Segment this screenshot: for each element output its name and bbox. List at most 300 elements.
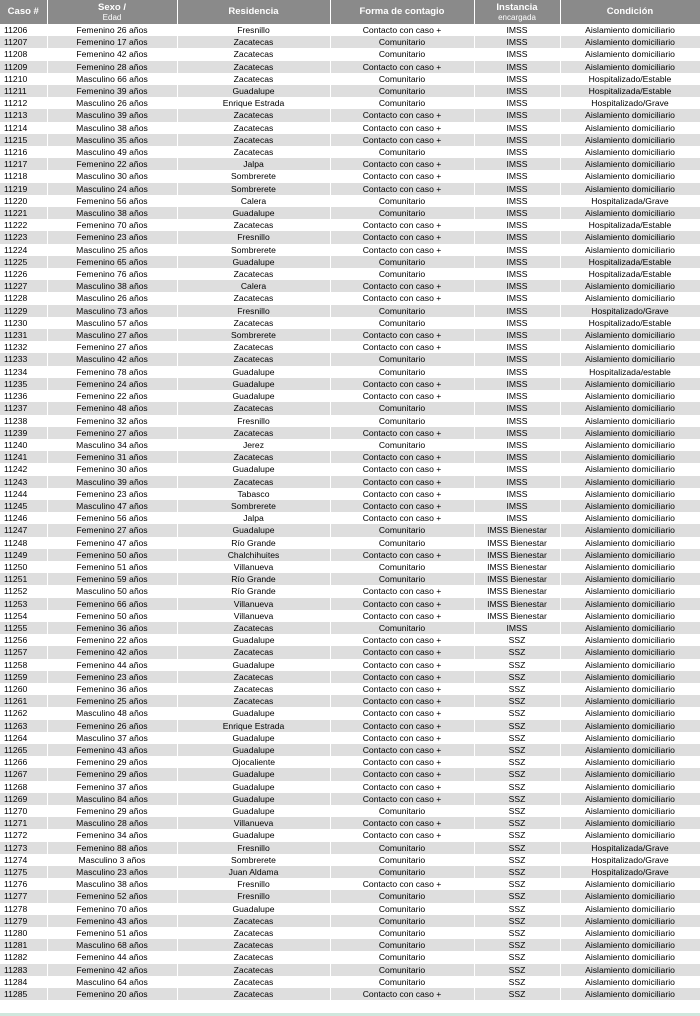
contagion-cell: Comunitario [330, 195, 474, 207]
institution-cell: SSZ [474, 988, 560, 1000]
contagion-cell: Contacto con caso + [330, 390, 474, 402]
case-number-cell: 11215 [0, 134, 47, 146]
contagion-cell: Comunitario [330, 561, 474, 573]
condition-cell: Aislamiento domiciliario [560, 451, 700, 463]
institution-cell: IMSS [474, 134, 560, 146]
condition-cell: Aislamiento domiciliario [560, 903, 700, 915]
table-row [0, 573, 700, 585]
table-row [0, 183, 700, 195]
residence-cell: Zacatecas [177, 427, 330, 439]
table-row [0, 671, 700, 683]
contagion-cell: Comunitario [330, 439, 474, 451]
sex-age-cell: Masculino 34 años [47, 439, 177, 451]
sex-age-cell: Masculino 57 años [47, 317, 177, 329]
table-row [0, 97, 700, 109]
case-number-cell: 11245 [0, 500, 47, 512]
condition-cell: Aislamiento domiciliario [560, 817, 700, 829]
sex-age-cell: Femenino 70 años [47, 219, 177, 231]
institution-cell: SSZ [474, 915, 560, 927]
case-number-cell: 11220 [0, 195, 47, 207]
institution-cell: IMSS [474, 451, 560, 463]
institution-cell: SSZ [474, 781, 560, 793]
contagion-cell: Comunitario [330, 268, 474, 280]
institution-cell: IMSS [474, 366, 560, 378]
institution-cell: IMSS [474, 219, 560, 231]
table-row [0, 48, 700, 60]
institution-cell: IMSS [474, 488, 560, 500]
condition-cell: Aislamiento domiciliario [560, 378, 700, 390]
sex-age-cell: Femenino 24 años [47, 378, 177, 390]
institution-cell: SSZ [474, 927, 560, 939]
sex-age-cell: Femenino 29 años [47, 768, 177, 780]
table-row [0, 951, 700, 963]
residence-cell: Villanueva [177, 561, 330, 573]
residence-cell: Zacatecas [177, 48, 330, 60]
residence-cell: Zacatecas [177, 402, 330, 414]
residence-cell: Guadalupe [177, 207, 330, 219]
contagion-cell: Contacto con caso + [330, 781, 474, 793]
residence-cell: Sombrerete [177, 500, 330, 512]
residence-cell: Zacatecas [177, 292, 330, 304]
contagion-cell: Contacto con caso + [330, 817, 474, 829]
residence-cell: Guadalupe [177, 659, 330, 671]
table-row [0, 219, 700, 231]
sex-age-cell: Femenino 22 años [47, 158, 177, 170]
institution-cell: SSZ [474, 854, 560, 866]
contagion-cell: Comunitario [330, 402, 474, 414]
case-number-cell: 11267 [0, 768, 47, 780]
case-number-cell: 11244 [0, 488, 47, 500]
sex-age-cell: Femenino 42 años [47, 48, 177, 60]
table-row [0, 659, 700, 671]
contagion-cell: Comunitario [330, 415, 474, 427]
institution-cell: IMSS [474, 195, 560, 207]
residence-cell: Guadalupe [177, 634, 330, 646]
sex-age-cell: Femenino 51 años [47, 561, 177, 573]
sex-age-cell: Masculino 39 años [47, 476, 177, 488]
residence-cell: Zacatecas [177, 927, 330, 939]
institution-cell: SSZ [474, 634, 560, 646]
institution-cell: IMSS Bienestar [474, 573, 560, 585]
condition-cell: Aislamiento domiciliario [560, 634, 700, 646]
header-case-number: Caso # [0, 0, 47, 24]
sex-age-cell: Femenino 50 años [47, 549, 177, 561]
residence-cell: Zacatecas [177, 317, 330, 329]
contagion-cell: Contacto con caso + [330, 500, 474, 512]
condition-cell: Aislamiento domiciliario [560, 280, 700, 292]
sex-age-cell: Masculino 50 años [47, 585, 177, 597]
contagion-cell: Comunitario [330, 927, 474, 939]
institution-cell: IMSS [474, 73, 560, 85]
sex-age-cell: Femenino 42 años [47, 646, 177, 658]
sex-age-cell: Femenino 48 años [47, 402, 177, 414]
condition-cell: Aislamiento domiciliario [560, 610, 700, 622]
contagion-cell: Contacto con caso + [330, 329, 474, 341]
sex-age-cell: Masculino 25 años [47, 244, 177, 256]
case-number-cell: 11254 [0, 610, 47, 622]
contagion-cell: Contacto con caso + [330, 488, 474, 500]
case-number-cell: 11246 [0, 512, 47, 524]
institution-cell: IMSS [474, 85, 560, 97]
contagion-cell: Comunitario [330, 903, 474, 915]
condition-cell: Aislamiento domiciliario [560, 707, 700, 719]
table-row [0, 927, 700, 939]
institution-cell: IMSS [474, 353, 560, 365]
institution-cell: IMSS [474, 476, 560, 488]
sex-age-cell: Masculino 37 años [47, 732, 177, 744]
residence-cell: Zacatecas [177, 219, 330, 231]
condition-cell: Hospitalizada/Grave [560, 842, 700, 854]
condition-cell: Aislamiento domiciliario [560, 622, 700, 634]
case-number-cell: 11265 [0, 744, 47, 756]
case-number-cell: 11247 [0, 524, 47, 536]
condition-cell: Aislamiento domiciliario [560, 61, 700, 73]
residence-cell: Guadalupe [177, 524, 330, 536]
table-row [0, 36, 700, 48]
condition-cell: Aislamiento domiciliario [560, 439, 700, 451]
condition-cell: Aislamiento domiciliario [560, 390, 700, 402]
table-row [0, 85, 700, 97]
residence-cell: Jalpa [177, 158, 330, 170]
sex-age-cell: Masculino 42 años [47, 353, 177, 365]
table-row [0, 549, 700, 561]
case-number-cell: 11212 [0, 97, 47, 109]
sex-age-cell: Masculino 47 años [47, 500, 177, 512]
contagion-cell: Contacto con caso + [330, 170, 474, 182]
sex-age-cell: Masculino 24 años [47, 183, 177, 195]
residence-cell: Ojocaliente [177, 756, 330, 768]
condition-cell: Aislamiento domiciliario [560, 512, 700, 524]
table-row [0, 268, 700, 280]
institution-cell: IMSS Bienestar [474, 561, 560, 573]
institution-cell: SSZ [474, 732, 560, 744]
institution-cell: SSZ [474, 976, 560, 988]
condition-cell: Aislamiento domiciliario [560, 890, 700, 902]
sex-age-cell: Femenino 32 años [47, 415, 177, 427]
condition-cell: Aislamiento domiciliario [560, 134, 700, 146]
condition-cell: Aislamiento domiciliario [560, 878, 700, 890]
contagion-cell: Comunitario [330, 73, 474, 85]
residence-cell: Zacatecas [177, 671, 330, 683]
condition-cell: Aislamiento domiciliario [560, 170, 700, 182]
case-number-cell: 11231 [0, 329, 47, 341]
case-number-cell: 11232 [0, 341, 47, 353]
sex-age-cell: Femenino 37 años [47, 781, 177, 793]
institution-cell: IMSS [474, 317, 560, 329]
sex-age-cell: Femenino 20 años [47, 988, 177, 1000]
institution-cell: IMSS [474, 207, 560, 219]
condition-cell: Aislamiento domiciliario [560, 964, 700, 976]
table-row [0, 903, 700, 915]
case-number-cell: 11255 [0, 622, 47, 634]
sex-age-cell: Masculino 38 años [47, 280, 177, 292]
contagion-cell: Comunitario [330, 976, 474, 988]
table-row [0, 451, 700, 463]
contagion-cell: Contacto con caso + [330, 610, 474, 622]
institution-cell: IMSS [474, 183, 560, 195]
contagion-cell: Contacto con caso + [330, 476, 474, 488]
contagion-cell: Comunitario [330, 573, 474, 585]
institution-cell: SSZ [474, 890, 560, 902]
institution-cell: SSZ [474, 695, 560, 707]
residence-cell: Río Grande [177, 537, 330, 549]
condition-cell: Hospitalizada/Estable [560, 268, 700, 280]
residence-cell: Zacatecas [177, 476, 330, 488]
contagion-cell: Comunitario [330, 890, 474, 902]
case-number-cell: 11221 [0, 207, 47, 219]
residence-cell: Zacatecas [177, 122, 330, 134]
institution-cell: IMSS [474, 439, 560, 451]
institution-cell: IMSS [474, 256, 560, 268]
institution-cell: IMSS [474, 329, 560, 341]
institution-cell: IMSS [474, 158, 560, 170]
condition-cell: Hospitalizada/estable [560, 366, 700, 378]
condition-cell: Hospitalizado/Grave [560, 97, 700, 109]
contagion-cell: Comunitario [330, 915, 474, 927]
institution-cell: IMSS [474, 622, 560, 634]
institution-cell: IMSS Bienestar [474, 549, 560, 561]
institution-cell: SSZ [474, 951, 560, 963]
case-number-cell: 11211 [0, 85, 47, 97]
institution-cell: IMSS [474, 512, 560, 524]
header-institution: Instancia encargada [474, 0, 560, 24]
case-number-cell: 11260 [0, 683, 47, 695]
table-body [0, 24, 700, 1000]
case-number-cell: 11276 [0, 878, 47, 890]
case-number-cell: 11242 [0, 463, 47, 475]
condition-cell: Aislamiento domiciliario [560, 146, 700, 158]
sex-age-cell: Femenino 78 años [47, 366, 177, 378]
sex-age-cell: Femenino 23 años [47, 488, 177, 500]
condition-cell: Aislamiento domiciliario [560, 988, 700, 1000]
table-row [0, 598, 700, 610]
table-row [0, 317, 700, 329]
contagion-cell: Comunitario [330, 964, 474, 976]
residence-cell: Chalchihuites [177, 549, 330, 561]
residence-cell: Guadalupe [177, 256, 330, 268]
table-row [0, 134, 700, 146]
condition-cell: Aislamiento domiciliario [560, 402, 700, 414]
header-residence: Residencia [177, 0, 330, 24]
sex-age-cell: Femenino 88 años [47, 842, 177, 854]
case-number-cell: 11279 [0, 915, 47, 927]
table-row [0, 976, 700, 988]
institution-cell: IMSS [474, 268, 560, 280]
institution-cell: SSZ [474, 671, 560, 683]
institution-cell: SSZ [474, 793, 560, 805]
contagion-cell: Contacto con caso + [330, 659, 474, 671]
sex-age-cell: Masculino 38 años [47, 207, 177, 219]
institution-cell: IMSS [474, 402, 560, 414]
institution-cell: IMSS [474, 48, 560, 60]
residence-cell: Zacatecas [177, 915, 330, 927]
residence-cell: Fresnillo [177, 24, 330, 36]
institution-cell: IMSS Bienestar [474, 585, 560, 597]
table-row [0, 244, 700, 256]
institution-cell: SSZ [474, 744, 560, 756]
sex-age-cell: Masculino 26 años [47, 97, 177, 109]
table-row [0, 158, 700, 170]
condition-cell: Hospitalizada/Estable [560, 85, 700, 97]
institution-cell: IMSS [474, 231, 560, 243]
table-row [0, 915, 700, 927]
residence-cell: Zacatecas [177, 146, 330, 158]
case-number-cell: 11239 [0, 427, 47, 439]
contagion-cell: Comunitario [330, 207, 474, 219]
case-number-cell: 11241 [0, 451, 47, 463]
contagion-cell: Comunitario [330, 305, 474, 317]
residence-cell: Zacatecas [177, 451, 330, 463]
condition-cell: Hospitalizado/Grave [560, 866, 700, 878]
table-row [0, 329, 700, 341]
institution-cell: SSZ [474, 768, 560, 780]
institution-cell: SSZ [474, 964, 560, 976]
case-number-cell: 11248 [0, 537, 47, 549]
residence-cell: Sombrerete [177, 854, 330, 866]
condition-cell: Hospitalizado/Estable [560, 317, 700, 329]
case-number-cell: 11284 [0, 976, 47, 988]
contagion-cell: Contacto con caso + [330, 598, 474, 610]
table-row [0, 793, 700, 805]
institution-cell: IMSS [474, 24, 560, 36]
sex-age-cell: Femenino 43 años [47, 915, 177, 927]
sex-age-cell: Masculino 73 años [47, 305, 177, 317]
condition-cell: Aislamiento domiciliario [560, 573, 700, 585]
institution-cell: SSZ [474, 707, 560, 719]
table-row [0, 170, 700, 182]
sex-age-cell: Femenino 26 años [47, 720, 177, 732]
institution-cell: IMSS Bienestar [474, 537, 560, 549]
condition-cell: Aislamiento domiciliario [560, 915, 700, 927]
table-row [0, 390, 700, 402]
institution-cell: IMSS [474, 280, 560, 292]
case-number-cell: 11262 [0, 707, 47, 719]
contagion-cell: Contacto con caso + [330, 988, 474, 1000]
condition-cell: Aislamiento domiciliario [560, 951, 700, 963]
case-number-cell: 11213 [0, 109, 47, 121]
case-number-cell: 11269 [0, 793, 47, 805]
institution-cell: SSZ [474, 646, 560, 658]
institution-cell: IMSS [474, 97, 560, 109]
condition-cell: Aislamiento domiciliario [560, 720, 700, 732]
table-row [0, 695, 700, 707]
case-number-cell: 11252 [0, 585, 47, 597]
residence-cell: Guadalupe [177, 390, 330, 402]
condition-cell: Aislamiento domiciliario [560, 732, 700, 744]
table-row [0, 24, 700, 36]
sex-age-cell: Masculino 48 años [47, 707, 177, 719]
case-number-cell: 11227 [0, 280, 47, 292]
sex-age-cell: Femenino 23 años [47, 231, 177, 243]
case-number-cell: 11229 [0, 305, 47, 317]
table-row [0, 231, 700, 243]
case-number-cell: 11266 [0, 756, 47, 768]
sex-age-cell: Femenino 23 años [47, 671, 177, 683]
condition-cell: Aislamiento domiciliario [560, 768, 700, 780]
contagion-cell: Comunitario [330, 622, 474, 634]
table-row [0, 585, 700, 597]
contagion-cell: Contacto con caso + [330, 793, 474, 805]
table-row [0, 634, 700, 646]
case-number-cell: 11270 [0, 805, 47, 817]
residence-cell: Fresnillo [177, 878, 330, 890]
header-contagion: Forma de contagio [330, 0, 474, 24]
contagion-cell: Comunitario [330, 36, 474, 48]
institution-cell: IMSS [474, 244, 560, 256]
sex-age-cell: Femenino 56 años [47, 512, 177, 524]
table-row [0, 109, 700, 121]
case-number-cell: 11240 [0, 439, 47, 451]
table-row [0, 744, 700, 756]
contagion-cell: Contacto con caso + [330, 158, 474, 170]
table-row [0, 854, 700, 866]
institution-cell: IMSS [474, 500, 560, 512]
sex-age-cell: Masculino 49 años [47, 146, 177, 158]
contagion-cell: Comunitario [330, 256, 474, 268]
residence-cell: Guadalupe [177, 793, 330, 805]
residence-cell: Zacatecas [177, 61, 330, 73]
contagion-cell: Contacto con caso + [330, 683, 474, 695]
residence-cell: Zacatecas [177, 268, 330, 280]
institution-cell: SSZ [474, 683, 560, 695]
condition-cell: Aislamiento domiciliario [560, 109, 700, 121]
residence-cell: Guadalupe [177, 768, 330, 780]
table-row [0, 524, 700, 536]
contagion-cell: Contacto con caso + [330, 122, 474, 134]
contagion-cell: Contacto con caso + [330, 646, 474, 658]
sex-age-cell: Femenino 76 años [47, 268, 177, 280]
sex-age-cell: Femenino 29 años [47, 805, 177, 817]
contagion-cell: Contacto con caso + [330, 427, 474, 439]
sex-age-cell: Femenino 26 años [47, 24, 177, 36]
contagion-cell: Contacto con caso + [330, 61, 474, 73]
case-number-cell: 11274 [0, 854, 47, 866]
contagion-cell: Contacto con caso + [330, 244, 474, 256]
case-number-cell: 11238 [0, 415, 47, 427]
residence-cell: Fresnillo [177, 231, 330, 243]
residence-cell: Zacatecas [177, 988, 330, 1000]
residence-cell: Río Grande [177, 573, 330, 585]
contagion-cell: Contacto con caso + [330, 585, 474, 597]
residence-cell: Villanueva [177, 610, 330, 622]
contagion-cell: Comunitario [330, 842, 474, 854]
case-number-cell: 11264 [0, 732, 47, 744]
sex-age-cell: Femenino 59 años [47, 573, 177, 585]
residence-cell: Fresnillo [177, 842, 330, 854]
condition-cell: Aislamiento domiciliario [560, 537, 700, 549]
contagion-cell: Contacto con caso + [330, 720, 474, 732]
condition-cell: Aislamiento domiciliario [560, 598, 700, 610]
condition-cell: Aislamiento domiciliario [560, 524, 700, 536]
case-number-cell: 11235 [0, 378, 47, 390]
case-number-cell: 11251 [0, 573, 47, 585]
condition-cell: Aislamiento domiciliario [560, 353, 700, 365]
condition-cell: Aislamiento domiciliario [560, 805, 700, 817]
sex-age-cell: Masculino 38 años [47, 878, 177, 890]
condition-cell: Hospitalizado/Estable [560, 73, 700, 85]
contagion-cell: Contacto con caso + [330, 768, 474, 780]
case-number-cell: 11280 [0, 927, 47, 939]
contagion-cell: Contacto con caso + [330, 512, 474, 524]
residence-cell: Fresnillo [177, 415, 330, 427]
sex-age-cell: Masculino 68 años [47, 939, 177, 951]
residence-cell: Guadalupe [177, 903, 330, 915]
table-row [0, 402, 700, 414]
table-row [0, 646, 700, 658]
condition-cell: Aislamiento domiciliario [560, 415, 700, 427]
table-row [0, 829, 700, 841]
residence-cell: Zacatecas [177, 976, 330, 988]
